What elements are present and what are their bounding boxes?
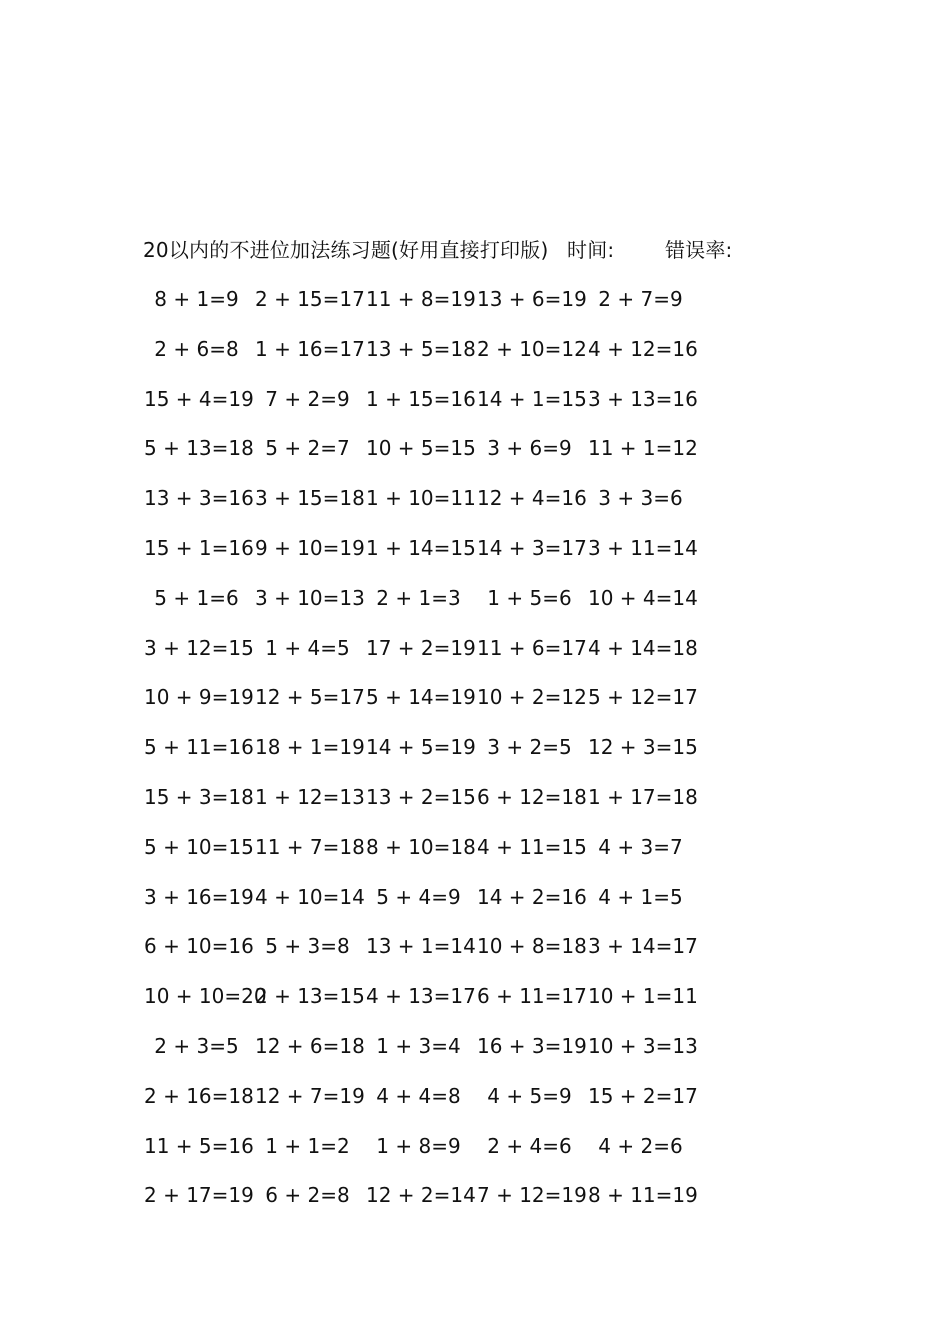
problem-cell: 2 + 1=3: [376, 586, 461, 610]
problem-cell: 4 + 11=15: [477, 835, 587, 859]
problem-cell: 1 + 15=16: [366, 387, 476, 411]
problem-cell: 10 + 8=18: [477, 934, 587, 958]
problem-cell: 3 + 15=18: [255, 486, 365, 510]
problem-cell: 1 + 10=11: [366, 486, 476, 510]
problem-cell: 12 + 2=14: [366, 1183, 476, 1207]
problem-cell: 5 + 10=15: [144, 835, 254, 859]
problem-cell: 14 + 2=16: [477, 885, 587, 909]
problem-cell: 2 + 17=19: [144, 1183, 254, 1207]
problem-cell: 4 + 14=18: [588, 636, 698, 660]
problem-cell: 12 + 5=17: [255, 685, 365, 709]
problem-cell: 1 + 17=18: [588, 785, 698, 809]
problem-cell: 5 + 2=7: [265, 436, 350, 460]
problem-cell: 5 + 11=16: [144, 735, 254, 759]
problem-cell: 13 + 1=14: [366, 934, 476, 958]
error-rate-label: 错误率:: [664, 238, 733, 262]
problem-cell: 15 + 1=16: [144, 536, 254, 560]
time-label: 时间:: [567, 238, 615, 262]
problem-cell: 14 + 5=19: [366, 735, 476, 759]
problem-cell: 13 + 3=16: [144, 486, 254, 510]
problem-cell: 1 + 16=17: [255, 337, 365, 361]
problem-cell: 4 + 2=6: [598, 1134, 683, 1158]
problem-cell: 2 + 13=15: [255, 984, 365, 1008]
problem-cell: 2 + 6=8: [154, 337, 239, 361]
problem-cell: 3 + 6=9: [487, 436, 572, 460]
problem-cell: 2 + 3=5: [154, 1034, 239, 1058]
problem-cell: 3 + 2=5: [487, 735, 572, 759]
problem-cell: 12 + 4=16: [477, 486, 587, 510]
problem-cell: 10 + 4=14: [588, 586, 698, 610]
problem-cell: 1 + 8=9: [376, 1134, 461, 1158]
problem-cell: 4 + 3=7: [598, 835, 683, 859]
problem-cell: 4 + 1=5: [598, 885, 683, 909]
problem-cell: 17 + 2=19: [366, 636, 476, 660]
problem-cell: 10 + 3=13: [588, 1034, 698, 1058]
problem-cell: 1 + 4=5: [265, 636, 350, 660]
problem-cell: 15 + 4=19: [144, 387, 254, 411]
problem-cell: 6 + 12=18: [477, 785, 587, 809]
problem-cell: 5 + 13=18: [144, 436, 254, 460]
problem-cell: 3 + 12=15: [144, 636, 254, 660]
problem-cell: 5 + 12=17: [588, 685, 698, 709]
problem-cell: 11 + 7=18: [255, 835, 365, 859]
problem-cell: 4 + 13=17: [366, 984, 476, 1008]
problem-cell: 12 + 6=18: [255, 1034, 365, 1058]
problem-cell: 10 + 1=11: [588, 984, 698, 1008]
problem-cell: 1 + 12=13: [255, 785, 365, 809]
problem-cell: 7 + 12=19: [477, 1183, 587, 1207]
problem-cell: 6 + 10=16: [144, 934, 254, 958]
problem-cell: 16 + 3=19: [477, 1034, 587, 1058]
problem-cell: 11 + 1=12: [588, 436, 698, 460]
problem-cell: 13 + 5=18: [366, 337, 476, 361]
problem-cell: 5 + 14=19: [366, 685, 476, 709]
problem-cell: 10 + 9=19: [144, 685, 254, 709]
problem-cell: 3 + 16=19: [144, 885, 254, 909]
problem-cell: 12 + 7=19: [255, 1084, 365, 1108]
problem-cell: 7 + 2=9: [265, 387, 350, 411]
worksheet-header: [143, 237, 732, 263]
problem-cell: 4 + 5=9: [487, 1084, 572, 1108]
problem-cell: 1 + 3=4: [376, 1034, 461, 1058]
problem-cell: 3 + 14=17: [588, 934, 698, 958]
problem-cell: 8 + 1=9: [154, 287, 239, 311]
problem-cell: 13 + 6=19: [477, 287, 587, 311]
problem-cell: 10 + 2=12: [477, 685, 587, 709]
problem-cell: 11 + 8=19: [366, 287, 476, 311]
problem-cell: 15 + 3=18: [144, 785, 254, 809]
problem-cell: 4 + 10=14: [255, 885, 365, 909]
problem-cell: 14 + 3=17: [477, 536, 587, 560]
problem-cell: 6 + 2=8: [265, 1183, 350, 1207]
problem-cell: 10 + 10=20: [144, 984, 267, 1008]
problem-cell: 4 + 4=8: [376, 1084, 461, 1108]
problem-cell: 9 + 10=19: [255, 536, 365, 560]
problem-cell: 1 + 5=6: [487, 586, 572, 610]
problem-cell: 6 + 11=17: [477, 984, 587, 1008]
problem-cell: 3 + 13=16: [588, 387, 698, 411]
problem-cell: 14 + 1=15: [477, 387, 587, 411]
problem-cell: 2 + 7=9: [598, 287, 683, 311]
problem-cell: 2 + 4=6: [487, 1134, 572, 1158]
problem-cell: 3 + 3=6: [598, 486, 683, 510]
worksheet-title: 20以内的不进位加法练习题(好用直接打印版): [143, 238, 549, 262]
problem-cell: 12 + 3=15: [588, 735, 698, 759]
problem-cell: 3 + 10=13: [255, 586, 365, 610]
problem-cell: 8 + 10=18: [366, 835, 476, 859]
problem-cell: 2 + 16=18: [144, 1084, 254, 1108]
problem-cell: 11 + 5=16: [144, 1134, 254, 1158]
problem-cell: 11 + 6=17: [477, 636, 587, 660]
problem-cell: 13 + 2=15: [366, 785, 476, 809]
problem-cell: 15 + 2=17: [588, 1084, 698, 1108]
problem-cell: 8 + 11=19: [588, 1183, 698, 1207]
problem-cell: 5 + 3=8: [265, 934, 350, 958]
problem-cell: 4 + 12=16: [588, 337, 698, 361]
problem-cell: 5 + 1=6: [154, 586, 239, 610]
problem-cell: 2 + 15=17: [255, 287, 365, 311]
problem-cell: 1 + 14=15: [366, 536, 476, 560]
problem-cell: 10 + 5=15: [366, 436, 476, 460]
problem-cell: 18 + 1=19: [255, 735, 365, 759]
problem-cell: 5 + 4=9: [376, 885, 461, 909]
problem-cell: 1 + 1=2: [265, 1134, 350, 1158]
problem-cell: 2 + 10=12: [477, 337, 587, 361]
problem-cell: 3 + 11=14: [588, 536, 698, 560]
